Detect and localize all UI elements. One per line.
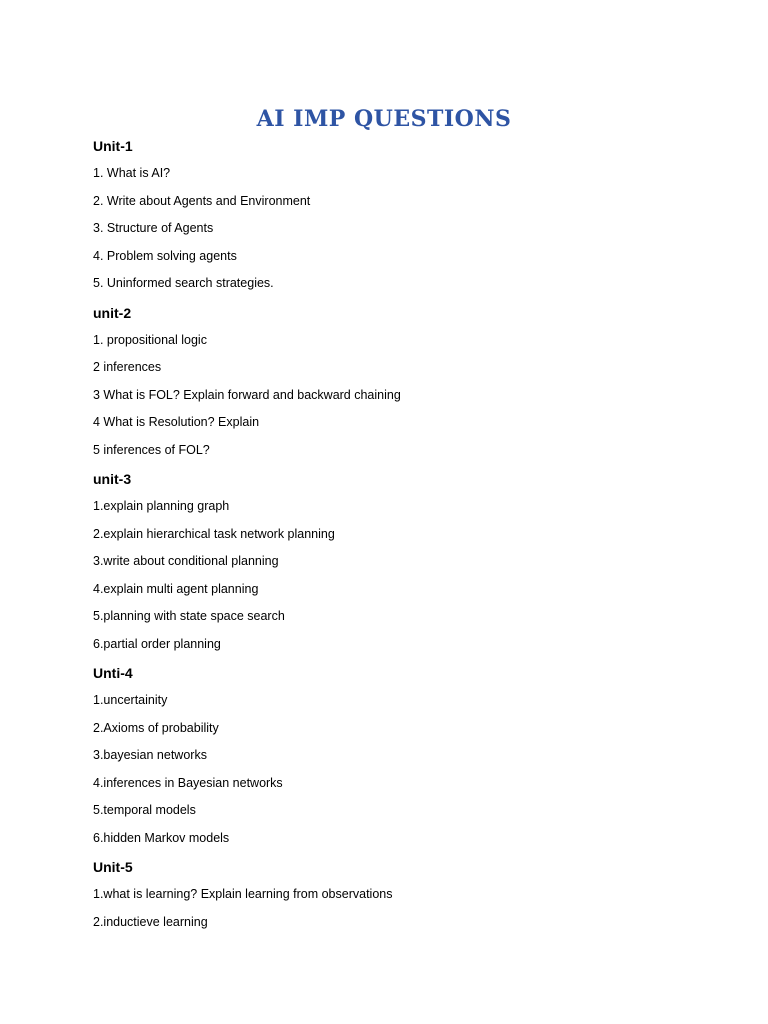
unit-5-section (93, 858, 713, 931)
question-item: 2.Axioms of probability (93, 720, 219, 735)
unit-4-section (93, 664, 713, 847)
question-item: 6.hidden Markov models (93, 830, 230, 845)
question-item: 1.what is learning? Explain learning from observations (93, 887, 393, 901)
question-item: 5.planning with state space search (93, 609, 285, 623)
question-item: 4 What is Resolution? Explain (93, 415, 260, 429)
question-list (93, 137, 713, 942)
question-item: 4. Problem solving agents (93, 248, 237, 263)
unit-heading: unit-3 (93, 471, 132, 487)
unit-3-section (93, 470, 713, 653)
question-item: 5 inferences of FOL? (93, 442, 210, 457)
question-item: 3.bayesian networks (93, 748, 207, 762)
question-item: 2.explain hierarchical task network planning (93, 526, 335, 541)
question-item: 3 What is FOL? Explain forward and backward chaining (93, 387, 401, 402)
unit-2-section (93, 304, 713, 460)
question-item: 1. propositional logic (93, 332, 207, 347)
question-item: 2.inductieve learning (93, 914, 208, 929)
unit-heading: Unit-5 (93, 859, 133, 875)
question-item: 2 inferences (93, 360, 162, 374)
question-item: 1.uncertainity (93, 693, 168, 707)
question-item: 2. Write about Agents and Environment (93, 193, 311, 208)
question-item: 1. What is AI? (93, 166, 171, 180)
document-title: AI IMP QUESTIONS (256, 106, 512, 132)
unit-heading: Unti-4 (93, 665, 133, 681)
question-item: 4.explain multi agent planning (93, 581, 259, 596)
unit-1-section (93, 137, 713, 293)
question-item: 5. Uninformed search strategies. (93, 276, 274, 290)
unit-heading: unit-2 (93, 304, 132, 321)
unit-heading: Unit-1 (93, 138, 133, 154)
question-item: 6.partial order planning (93, 636, 221, 651)
question-item: 3.write about conditional planning (93, 554, 279, 568)
question-item: 1.explain planning graph (93, 499, 230, 513)
question-item: 5.temporal models (93, 803, 196, 817)
question-item: 4.inferences in Bayesian networks (93, 775, 283, 790)
question-item: 3. Structure of Agents (93, 221, 214, 235)
